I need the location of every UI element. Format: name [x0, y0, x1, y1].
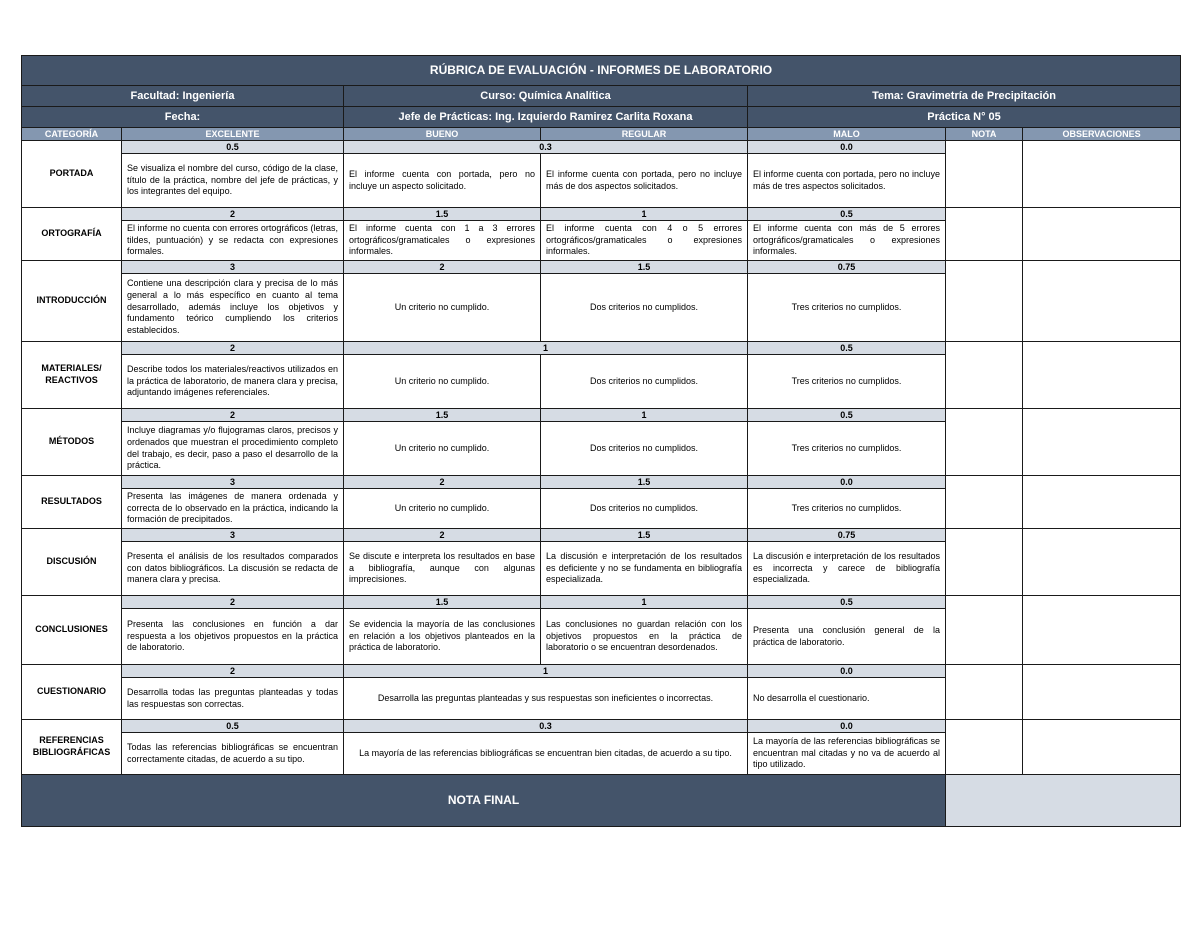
desc-regular: Las conclusiones no guardan relación con los objetivos propuestos en la práctica de laboratorio o se encuentran desordenados.	[541, 609, 748, 665]
score-regular: 1	[541, 409, 748, 422]
rubric-row-portada-scores	[22, 141, 1181, 154]
col-header-observaciones: OBSERVACIONES	[1023, 128, 1181, 141]
desc-malo: La mayoría de las referencias bibliográficas se encuentran mal citadas y no va de acuerdo al tipo utilizado.	[748, 733, 946, 775]
rubric-row-discusion-scores	[22, 529, 1181, 542]
col-header-malo: MALO	[748, 128, 946, 141]
score-excelente: 0.5	[122, 141, 344, 154]
score-bueno-regular: 0.3	[344, 720, 748, 733]
rubric-row-introduccion-scores	[22, 261, 1181, 274]
desc-excelente: Todas las referencias bibliográficas se encuentran correctamente citadas, de acuerdo a su tipo.	[122, 733, 344, 775]
col-header-nota: NOTA	[946, 128, 1023, 141]
tema-label: Tema: Gravimetría de Precipitación	[748, 86, 1181, 107]
category-label: CONCLUSIONES	[22, 596, 122, 665]
desc-regular: Dos criterios no cumplidos.	[541, 489, 748, 529]
category-label: INTRODUCCIÓN	[22, 261, 122, 342]
desc-malo: No desarrolla el cuestionario.	[748, 678, 946, 720]
desc-malo: Presenta una conclusión general de la práctica de laboratorio.	[748, 609, 946, 665]
score-excelente: 0.5	[122, 720, 344, 733]
desc-malo: El informe cuenta con más de 5 errores ortográficos/gramaticales o expresiones informales.	[748, 221, 946, 261]
desc-bueno: Un criterio no cumplido.	[344, 355, 541, 409]
rubric-row-resultados-scores	[22, 476, 1181, 489]
practica-label: Práctica N° 05	[748, 107, 1181, 128]
desc-regular: Dos criterios no cumplidos.	[541, 274, 748, 342]
facultad-label: Facultad: Ingeniería	[22, 86, 344, 107]
score-bueno-regular: 1	[344, 665, 748, 678]
desc-bueno-regular: La mayoría de las referencias bibliográficas se encuentran bien citadas, de acuerdo a su tipo.	[344, 733, 748, 775]
col-header-regular: REGULAR	[541, 128, 748, 141]
observaciones-cell[interactable]	[1023, 141, 1181, 208]
col-header-categoria: CATEGORÍA	[22, 128, 122, 141]
jefe-label: Jefe de Prácticas: Ing. Izquierdo Ramirez Carlita Roxana	[344, 107, 748, 128]
observaciones-cell[interactable]	[1023, 529, 1181, 596]
score-malo: 0.5	[748, 409, 946, 422]
desc-regular: El informe cuenta con portada, pero no incluye más de dos aspectos solicitados.	[541, 154, 748, 208]
desc-bueno: Se discute e interpreta los resultados en base a bibliografía, aunque con algunas imprecisiones.	[344, 542, 541, 596]
desc-excelente: Describe todos los materiales/reactivos utilizados en la práctica de laboratorio, de manera clara y precisa, adjuntando imágenes referenciales.	[122, 355, 344, 409]
desc-excelente: Presenta las imágenes de manera ordenada y correcta de lo observado en la práctica, indicando la formación de precipitados.	[122, 489, 344, 529]
score-regular: 1	[541, 596, 748, 609]
score-excelente: 2	[122, 409, 344, 422]
nota-cell[interactable]	[946, 208, 1023, 261]
score-excelente: 2	[122, 665, 344, 678]
desc-regular: La discusión e interpretación de los resultados es deficiente y no se fundamenta en bibliografía especializada.	[541, 542, 748, 596]
nota-cell[interactable]	[946, 596, 1023, 665]
score-malo: 0.75	[748, 261, 946, 274]
desc-bueno: Un criterio no cumplido.	[344, 274, 541, 342]
score-bueno: 2	[344, 476, 541, 489]
score-bueno: 1.5	[344, 596, 541, 609]
desc-excelente: Se visualiza el nombre del curso, código de la clase, título de la práctica, nombre del jefe de prácticas, y los integrantes del equipo.	[122, 154, 344, 208]
score-malo: 0.0	[748, 141, 946, 154]
rubric-row-materiales-scores	[22, 342, 1181, 355]
nota-cell[interactable]	[946, 342, 1023, 409]
final-row	[22, 775, 1181, 827]
rubric-row-metodos-scores	[22, 409, 1181, 422]
category-label: REFERENCIAS BIBLIOGRÁFICAS	[22, 720, 122, 775]
category-label: CUESTIONARIO	[22, 665, 122, 720]
desc-bueno: El informe cuenta con portada, pero no incluye un aspecto solicitado.	[344, 154, 541, 208]
fecha-label: Fecha:	[22, 107, 344, 128]
observaciones-cell[interactable]	[1023, 409, 1181, 476]
rubric-row-referencias-scores	[22, 720, 1181, 733]
score-excelente: 3	[122, 529, 344, 542]
nota-cell[interactable]	[946, 476, 1023, 529]
score-malo: 0.5	[748, 596, 946, 609]
category-label: PORTADA	[22, 141, 122, 208]
category-label: MÉTODOS	[22, 409, 122, 476]
desc-bueno: Un criterio no cumplido.	[344, 489, 541, 529]
score-bueno: 1.5	[344, 208, 541, 221]
score-excelente: 2	[122, 596, 344, 609]
desc-malo: Tres criterios no cumplidos.	[748, 355, 946, 409]
desc-regular: El informe cuenta con 4 o 5 errores ortográficos/gramaticales o expresiones informales.	[541, 221, 748, 261]
desc-bueno: Un criterio no cumplido.	[344, 422, 541, 476]
rubric-title: RÚBRICA DE EVALUACIÓN - INFORMES DE LABORATORIO	[22, 56, 1181, 86]
score-malo: 0.0	[748, 720, 946, 733]
score-regular: 1.5	[541, 476, 748, 489]
observaciones-cell[interactable]	[1023, 342, 1181, 409]
rubric-table	[21, 55, 1181, 827]
score-malo: 0.0	[748, 665, 946, 678]
score-bueno-regular: 1	[344, 342, 748, 355]
nota-final-label: NOTA FINAL	[22, 775, 946, 827]
score-bueno: 1.5	[344, 409, 541, 422]
rubric-row-ortografia-scores	[22, 208, 1181, 221]
category-label: ORTOGRAFÍA	[22, 208, 122, 261]
score-regular: 1	[541, 208, 748, 221]
score-regular: 1.5	[541, 529, 748, 542]
nota-cell[interactable]	[946, 409, 1023, 476]
nota-cell[interactable]	[946, 720, 1023, 775]
category-label: MATERIALES/ REACTIVOS	[22, 342, 122, 409]
score-bueno: 2	[344, 529, 541, 542]
desc-bueno-regular: Desarrolla las preguntas planteadas y sus respuestas son ineficientes o incorrectas.	[344, 678, 748, 720]
score-excelente: 3	[122, 476, 344, 489]
desc-malo: Tres criterios no cumplidos.	[748, 274, 946, 342]
desc-excelente: Presenta las conclusiones en función a dar respuesta a los objetivos propuestos en la práctica de laboratorio.	[122, 609, 344, 665]
observaciones-cell[interactable]	[1023, 665, 1181, 720]
rubric-row-conclusiones-scores	[22, 596, 1181, 609]
col-header-excelente: EXCELENTE	[122, 128, 344, 141]
nota-cell[interactable]	[946, 529, 1023, 596]
observaciones-cell[interactable]	[1023, 261, 1181, 342]
desc-excelente: Contiene una descripción clara y precisa de lo más general a lo más específico en cuanto al tema desarrollado, además incluye los objetivos y fundamento teórico cumpliendo los criterios establecidos.	[122, 274, 344, 342]
desc-excelente: Desarrolla todas las preguntas planteadas y todas las respuestas son correctas.	[122, 678, 344, 720]
observaciones-cell[interactable]	[1023, 476, 1181, 529]
rubric-row-cuestionario-scores	[22, 665, 1181, 678]
desc-bueno: Se evidencia la mayoría de las conclusiones en relación a los objetivos planteados en la práctica de laboratorio.	[344, 609, 541, 665]
desc-regular: Dos criterios no cumplidos.	[541, 355, 748, 409]
category-label: DISCUSIÓN	[22, 529, 122, 596]
score-excelente: 3	[122, 261, 344, 274]
nota-cell[interactable]	[946, 665, 1023, 720]
score-malo: 0.75	[748, 529, 946, 542]
desc-excelente: Incluye diagramas y/o flujogramas claros, precisos y ordenados que muestran el procedimiento completo del trabajo, es decir, paso a paso el desarrollo de la práctica.	[122, 422, 344, 476]
score-excelente: 2	[122, 208, 344, 221]
score-malo: 0.0	[748, 476, 946, 489]
desc-regular: Dos criterios no cumplidos.	[541, 422, 748, 476]
nota-cell[interactable]	[946, 141, 1023, 208]
score-bueno-regular: 0.3	[344, 141, 748, 154]
desc-excelente: El informe no cuenta con errores ortográficos (letras, tildes, puntuación) y se redacta con expresiones formales.	[122, 221, 344, 261]
col-header-bueno: BUENO	[344, 128, 541, 141]
score-malo: 0.5	[748, 342, 946, 355]
desc-bueno: El informe cuenta con 1 a 3 errores ortográficos/gramaticales o expresiones informales.	[344, 221, 541, 261]
nota-final-cell[interactable]	[946, 775, 1181, 827]
score-excelente: 2	[122, 342, 344, 355]
observaciones-cell[interactable]	[1023, 720, 1181, 775]
desc-malo: El informe cuenta con portada, pero no incluye más de tres aspectos solicitados.	[748, 154, 946, 208]
desc-excelente: Presenta el análisis de los resultados comparados con datos bibliográficos. La discusión se redacta de manera clara y precisa.	[122, 542, 344, 596]
score-malo: 0.5	[748, 208, 946, 221]
score-bueno: 2	[344, 261, 541, 274]
score-regular: 1.5	[541, 261, 748, 274]
observaciones-cell[interactable]	[1023, 208, 1181, 261]
desc-malo: La discusión e interpretación de los resultados es incorrecta y carece de bibliografía especializada.	[748, 542, 946, 596]
nota-cell[interactable]	[946, 261, 1023, 342]
curso-label: Curso: Química Analítica	[344, 86, 748, 107]
category-label: RESULTADOS	[22, 476, 122, 529]
observaciones-cell[interactable]	[1023, 596, 1181, 665]
desc-malo: Tres criterios no cumplidos.	[748, 422, 946, 476]
desc-malo: Tres criterios no cumplidos.	[748, 489, 946, 529]
